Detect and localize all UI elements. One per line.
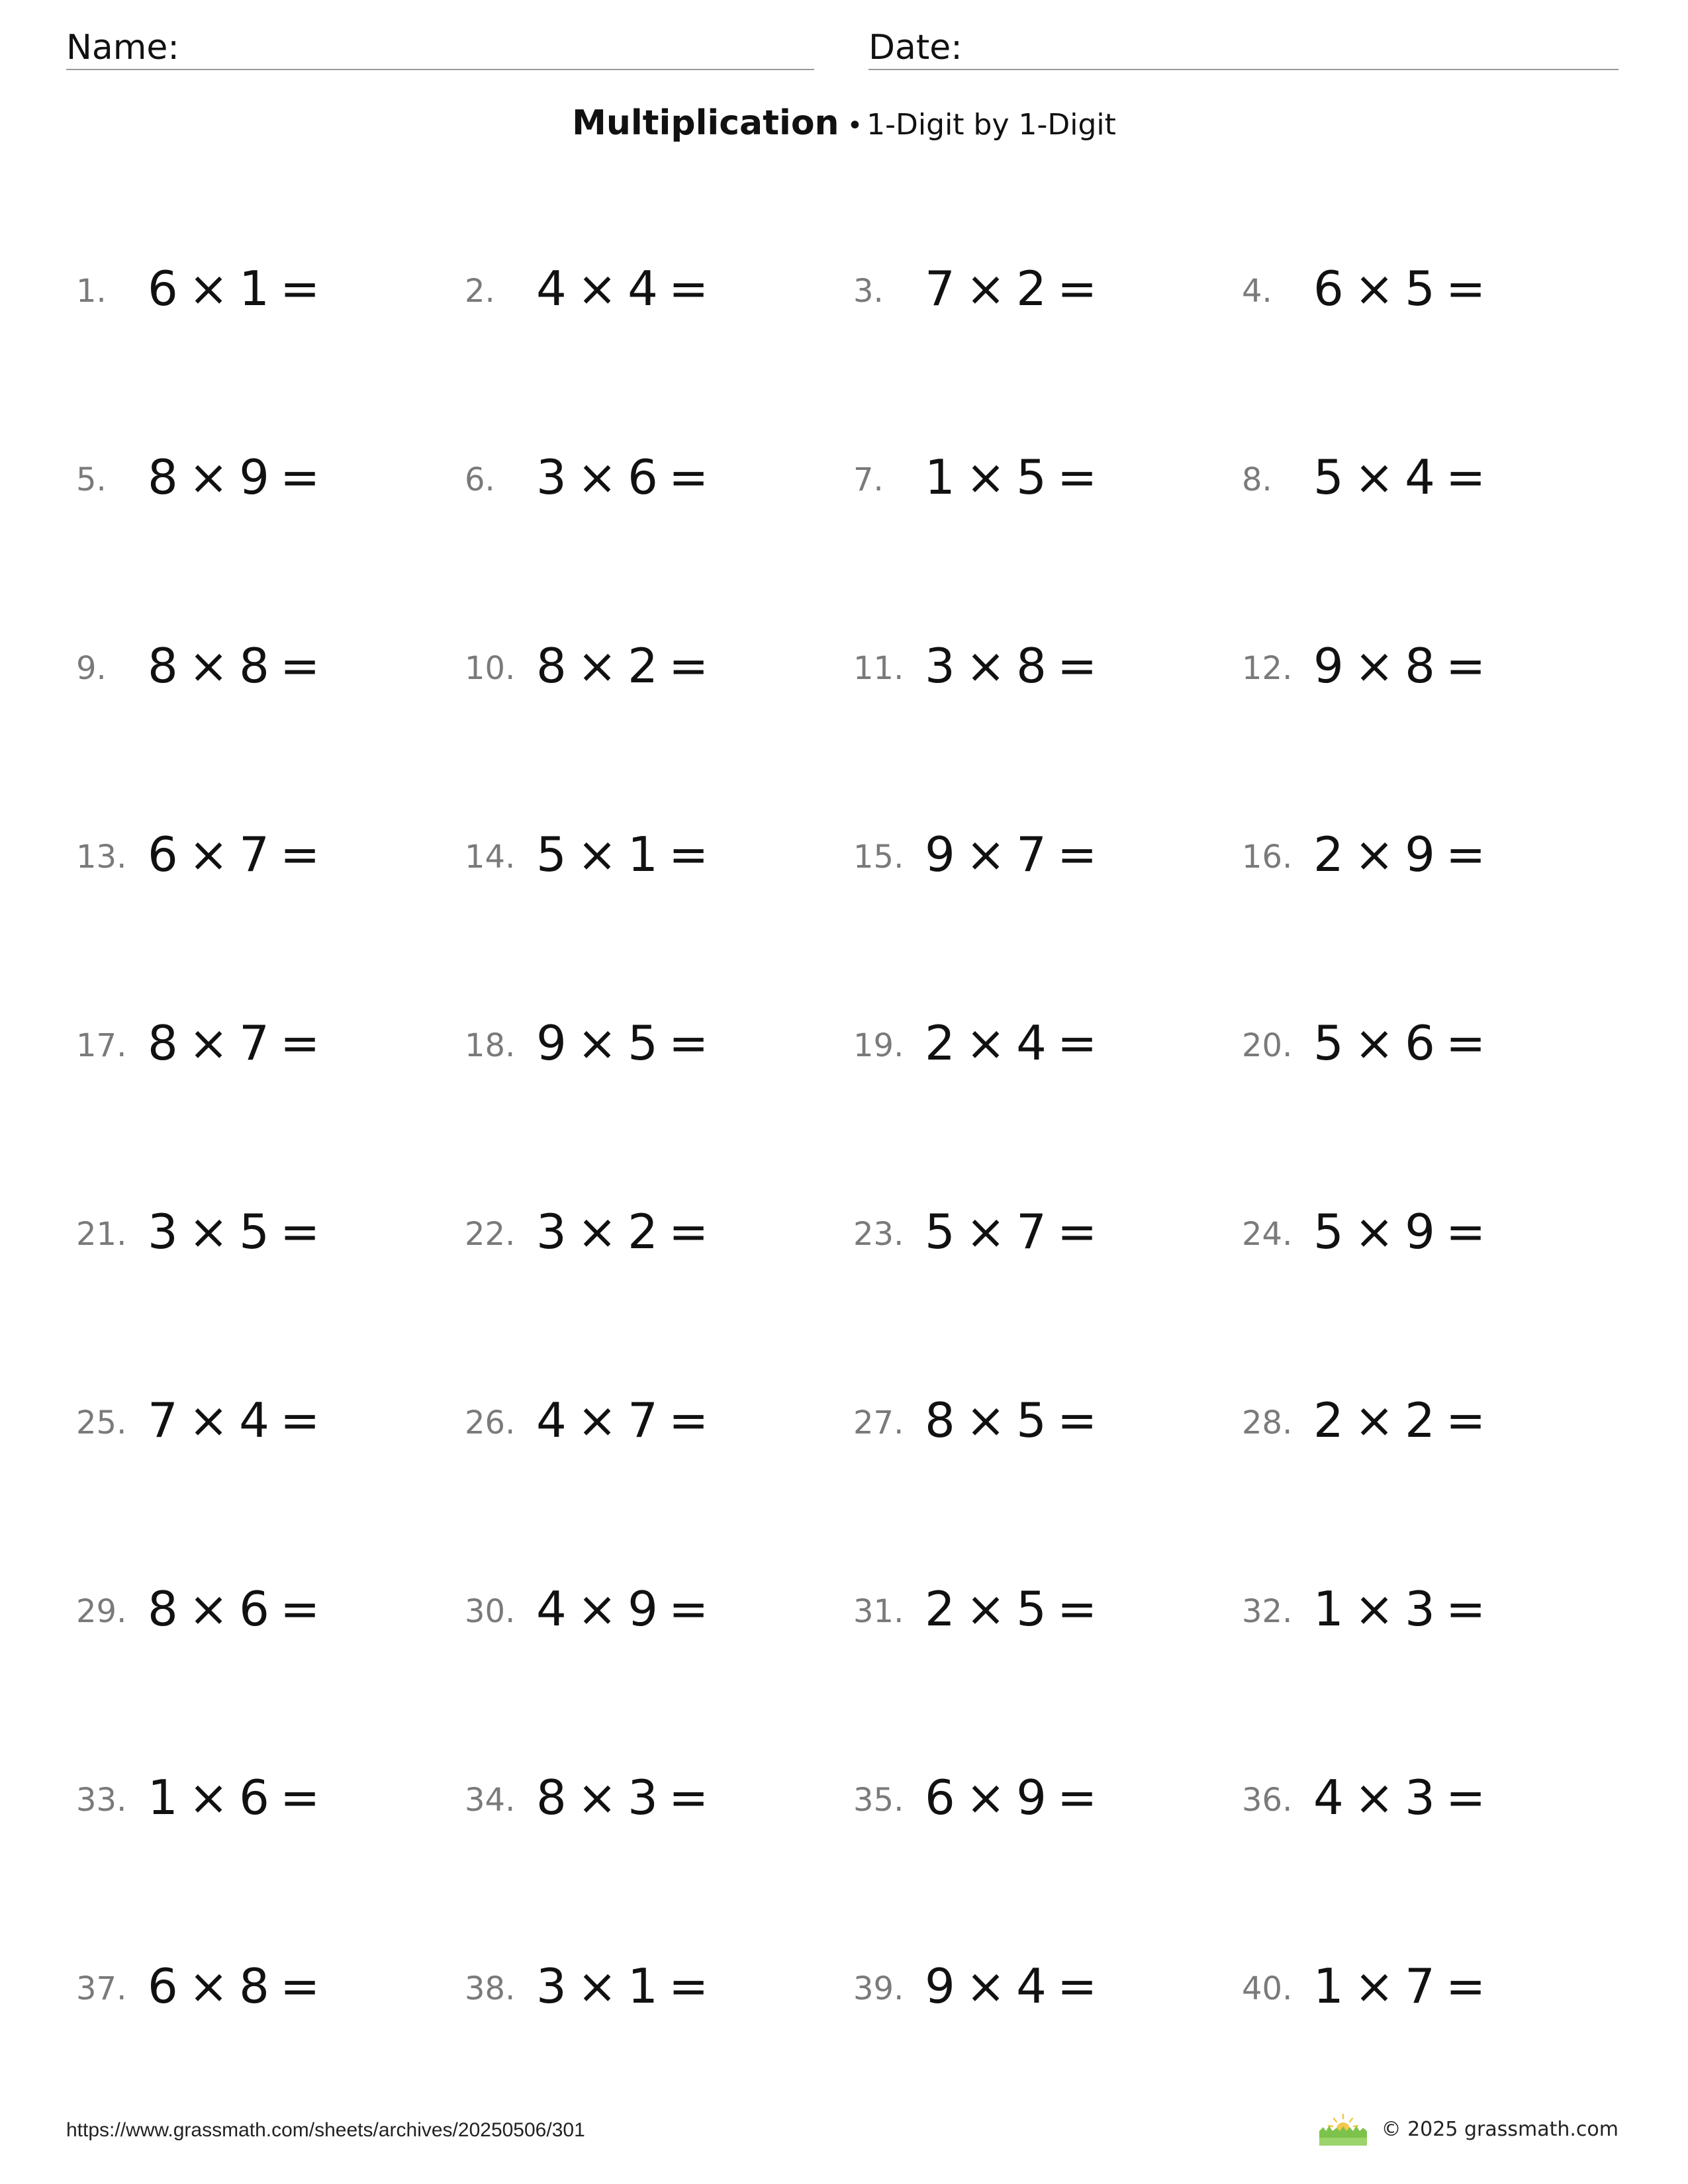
problem-number: 34. bbox=[465, 1782, 516, 1819]
problem-expression bbox=[1313, 827, 1486, 882]
problem-expression bbox=[925, 638, 1098, 694]
problem-expression bbox=[1313, 261, 1486, 316]
second-factor: 7 bbox=[239, 1015, 269, 1071]
second-factor: 2 bbox=[1405, 1392, 1435, 1448]
title-main: Multiplication bbox=[572, 103, 839, 143]
multiply-sign: × bbox=[188, 1204, 229, 1259]
equals-sign: = bbox=[1056, 1392, 1098, 1448]
problem-item bbox=[853, 1770, 1242, 1962]
first-factor: 1 bbox=[925, 449, 955, 505]
problem-expression bbox=[1313, 1204, 1486, 1259]
second-factor: 1 bbox=[628, 1958, 658, 2014]
equals-sign: = bbox=[279, 1581, 320, 1637]
multiply-sign: × bbox=[188, 1015, 229, 1071]
problem-item bbox=[76, 638, 465, 831]
problem-expression bbox=[148, 261, 320, 316]
problem-expression bbox=[148, 827, 320, 882]
problem-item bbox=[76, 1770, 465, 1962]
first-factor: 5 bbox=[1313, 1015, 1344, 1071]
first-factor: 9 bbox=[1313, 638, 1344, 694]
second-factor: 8 bbox=[239, 1958, 269, 2014]
first-factor: 3 bbox=[536, 1204, 567, 1259]
problem-expression bbox=[148, 1581, 320, 1637]
first-factor: 5 bbox=[536, 827, 567, 882]
problem-expression bbox=[925, 827, 1098, 882]
multiply-sign: × bbox=[1354, 1204, 1395, 1259]
problem-expression bbox=[925, 1204, 1098, 1259]
second-factor: 2 bbox=[1016, 261, 1047, 316]
worksheet-title bbox=[0, 103, 1688, 143]
second-factor: 3 bbox=[628, 1770, 658, 1825]
name-field[interactable] bbox=[66, 25, 814, 70]
multiply-sign: × bbox=[965, 449, 1006, 505]
problem-item bbox=[1242, 638, 1630, 831]
problem-expression bbox=[536, 1581, 709, 1637]
problem-number: 28. bbox=[1242, 1404, 1293, 1441]
first-factor: 7 bbox=[148, 1392, 178, 1448]
equals-sign: = bbox=[279, 1204, 320, 1259]
equals-sign: = bbox=[668, 638, 709, 694]
first-factor: 2 bbox=[925, 1581, 955, 1637]
problem-expression bbox=[148, 1770, 320, 1825]
problem-item bbox=[465, 1581, 853, 1774]
problem-number: 11. bbox=[853, 650, 904, 687]
footer-brand bbox=[1319, 2113, 1618, 2146]
problem-number: 38. bbox=[465, 1970, 516, 2007]
equals-sign: = bbox=[668, 1392, 709, 1448]
multiply-sign: × bbox=[1354, 1770, 1395, 1825]
equals-sign: = bbox=[668, 1015, 709, 1071]
problem-item bbox=[76, 261, 465, 453]
second-factor: 7 bbox=[628, 1392, 658, 1448]
multiply-sign: × bbox=[188, 638, 229, 694]
problem-number: 39. bbox=[853, 1970, 904, 2007]
equals-sign: = bbox=[1056, 449, 1098, 505]
problem-number: 5. bbox=[76, 461, 107, 498]
equals-sign: = bbox=[668, 1581, 709, 1637]
second-factor: 9 bbox=[239, 449, 269, 505]
equals-sign: = bbox=[1445, 1581, 1486, 1637]
name-label: Name: bbox=[66, 28, 179, 68]
first-factor: 6 bbox=[148, 827, 178, 882]
multiply-sign: × bbox=[965, 827, 1006, 882]
problem-expression bbox=[1313, 1581, 1486, 1637]
equals-sign: = bbox=[1056, 261, 1098, 316]
problem-item bbox=[465, 638, 853, 831]
first-factor: 4 bbox=[1313, 1770, 1344, 1825]
first-factor: 4 bbox=[536, 261, 567, 316]
problem-expression bbox=[1313, 1015, 1486, 1071]
multiply-sign: × bbox=[965, 1770, 1006, 1825]
second-factor: 2 bbox=[628, 1204, 658, 1259]
second-factor: 4 bbox=[628, 261, 658, 316]
problem-item bbox=[853, 1958, 1242, 2151]
problem-expression bbox=[536, 827, 709, 882]
problem-item bbox=[853, 1015, 1242, 1208]
first-factor: 6 bbox=[148, 261, 178, 316]
problem-number: 7. bbox=[853, 461, 884, 498]
problem-item bbox=[1242, 827, 1630, 1019]
problem-number: 25. bbox=[76, 1404, 127, 1441]
first-factor: 6 bbox=[925, 1770, 955, 1825]
equals-sign: = bbox=[279, 449, 320, 505]
first-factor: 3 bbox=[536, 449, 567, 505]
title-subtitle: 1-Digit by 1-Digit bbox=[867, 108, 1116, 142]
equals-sign: = bbox=[279, 1958, 320, 2014]
problem-number: 13. bbox=[76, 839, 127, 876]
problem-item bbox=[465, 1015, 853, 1208]
problem-number: 3. bbox=[853, 273, 884, 310]
problem-expression bbox=[925, 1015, 1098, 1071]
second-factor: 5 bbox=[1016, 1581, 1047, 1637]
problem-number: 12. bbox=[1242, 650, 1293, 687]
second-factor: 1 bbox=[628, 827, 658, 882]
problem-expression bbox=[1313, 449, 1486, 505]
problem-item bbox=[1242, 1392, 1630, 1585]
problem-expression bbox=[536, 1015, 709, 1071]
first-factor: 8 bbox=[925, 1392, 955, 1448]
equals-sign: = bbox=[1445, 1770, 1486, 1825]
second-factor: 9 bbox=[1405, 1204, 1435, 1259]
equals-sign: = bbox=[1445, 1204, 1486, 1259]
problem-item bbox=[853, 261, 1242, 453]
problem-expression bbox=[536, 1770, 709, 1825]
multiply-sign: × bbox=[1354, 638, 1395, 694]
problem-expression bbox=[536, 261, 709, 316]
problem-item bbox=[76, 1204, 465, 1396]
problem-item bbox=[76, 1392, 465, 1585]
multiply-sign: × bbox=[577, 1392, 618, 1448]
problem-item bbox=[465, 827, 853, 1019]
first-factor: 8 bbox=[148, 1015, 178, 1071]
equals-sign: = bbox=[1056, 827, 1098, 882]
problem-number: 17. bbox=[76, 1027, 127, 1064]
problem-number: 40. bbox=[1242, 1970, 1293, 2007]
first-factor: 2 bbox=[1313, 827, 1344, 882]
problem-expression bbox=[536, 1204, 709, 1259]
first-factor: 5 bbox=[925, 1204, 955, 1259]
equals-sign: = bbox=[668, 1958, 709, 2014]
problem-item bbox=[1242, 1770, 1630, 1962]
first-factor: 1 bbox=[1313, 1581, 1344, 1637]
first-factor: 8 bbox=[148, 1581, 178, 1637]
problem-number: 9. bbox=[76, 650, 107, 687]
first-factor: 6 bbox=[1313, 261, 1344, 316]
problem-item bbox=[1242, 449, 1630, 642]
problem-number: 18. bbox=[465, 1027, 516, 1064]
multiply-sign: × bbox=[1354, 827, 1395, 882]
problem-number: 31. bbox=[853, 1593, 904, 1630]
second-factor: 5 bbox=[1016, 1392, 1047, 1448]
second-factor: 5 bbox=[1016, 449, 1047, 505]
title-separator: • bbox=[847, 111, 863, 141]
second-factor: 8 bbox=[1016, 638, 1047, 694]
second-factor: 8 bbox=[239, 638, 269, 694]
problem-grid bbox=[76, 261, 1632, 2025]
second-factor: 3 bbox=[1405, 1581, 1435, 1637]
problem-expression bbox=[925, 449, 1098, 505]
first-factor: 1 bbox=[1313, 1958, 1344, 2014]
problem-item bbox=[1242, 1204, 1630, 1396]
first-factor: 3 bbox=[925, 638, 955, 694]
problem-number: 33. bbox=[76, 1782, 127, 1819]
first-factor: 4 bbox=[536, 1581, 567, 1637]
second-factor: 6 bbox=[1405, 1015, 1435, 1071]
first-factor: 3 bbox=[148, 1204, 178, 1259]
equals-sign: = bbox=[279, 827, 320, 882]
problem-expression bbox=[925, 261, 1098, 316]
problem-number: 35. bbox=[853, 1782, 904, 1819]
problem-number: 8. bbox=[1242, 461, 1272, 498]
equals-sign: = bbox=[1445, 827, 1486, 882]
multiply-sign: × bbox=[965, 1204, 1006, 1259]
second-factor: 3 bbox=[1405, 1770, 1435, 1825]
equals-sign: = bbox=[1445, 261, 1486, 316]
second-factor: 7 bbox=[239, 827, 269, 882]
equals-sign: = bbox=[1056, 1581, 1098, 1637]
equals-sign: = bbox=[279, 1770, 320, 1825]
problem-item bbox=[465, 1392, 853, 1585]
multiply-sign: × bbox=[965, 1015, 1006, 1071]
first-factor: 5 bbox=[1313, 1204, 1344, 1259]
multiply-sign: × bbox=[188, 1958, 229, 2014]
multiply-sign: × bbox=[1354, 1015, 1395, 1071]
problem-number: 15. bbox=[853, 839, 904, 876]
problem-number: 26. bbox=[465, 1404, 516, 1441]
problem-number: 30. bbox=[465, 1593, 516, 1630]
first-factor: 8 bbox=[148, 449, 178, 505]
problem-expression bbox=[925, 1958, 1098, 2014]
footer-url: https://www.grassmath.com/sheets/archives/20250506/301 bbox=[66, 2119, 585, 2141]
second-factor: 1 bbox=[239, 261, 269, 316]
first-factor: 5 bbox=[1313, 449, 1344, 505]
problem-number: 27. bbox=[853, 1404, 904, 1441]
first-factor: 9 bbox=[925, 1958, 955, 2014]
problem-item bbox=[1242, 1015, 1630, 1208]
equals-sign: = bbox=[1056, 1204, 1098, 1259]
second-factor: 9 bbox=[628, 1581, 658, 1637]
multiply-sign: × bbox=[577, 449, 618, 505]
second-factor: 6 bbox=[239, 1770, 269, 1825]
equals-sign: = bbox=[1056, 1770, 1098, 1825]
equals-sign: = bbox=[668, 1204, 709, 1259]
problem-item bbox=[465, 1770, 853, 1962]
problem-expression bbox=[1313, 638, 1486, 694]
problem-number: 1. bbox=[76, 273, 107, 310]
second-factor: 9 bbox=[1405, 827, 1435, 882]
multiply-sign: × bbox=[577, 1581, 618, 1637]
first-factor: 9 bbox=[536, 1015, 567, 1071]
problem-item bbox=[853, 1392, 1242, 1585]
first-factor: 2 bbox=[1313, 1392, 1344, 1448]
first-factor: 8 bbox=[536, 638, 567, 694]
problem-number: 6. bbox=[465, 461, 495, 498]
multiply-sign: × bbox=[188, 261, 229, 316]
equals-sign: = bbox=[1056, 1015, 1098, 1071]
problem-expression bbox=[148, 1958, 320, 2014]
first-factor: 8 bbox=[148, 638, 178, 694]
second-factor: 6 bbox=[239, 1581, 269, 1637]
equals-sign: = bbox=[279, 261, 320, 316]
problem-item bbox=[76, 1015, 465, 1208]
multiply-sign: × bbox=[1354, 1392, 1395, 1448]
first-factor: 3 bbox=[536, 1958, 567, 2014]
multiply-sign: × bbox=[965, 261, 1006, 316]
problem-expression bbox=[1313, 1958, 1486, 2014]
problem-item bbox=[853, 1204, 1242, 1396]
problem-expression bbox=[536, 449, 709, 505]
second-factor: 7 bbox=[1016, 1204, 1047, 1259]
second-factor: 2 bbox=[628, 638, 658, 694]
problem-number: 4. bbox=[1242, 273, 1272, 310]
multiply-sign: × bbox=[1354, 261, 1395, 316]
second-factor: 6 bbox=[628, 449, 658, 505]
equals-sign: = bbox=[1445, 1015, 1486, 1071]
first-factor: 7 bbox=[925, 261, 955, 316]
equals-sign: = bbox=[668, 261, 709, 316]
multiply-sign: × bbox=[1354, 449, 1395, 505]
problem-number: 37. bbox=[76, 1970, 127, 2007]
equals-sign: = bbox=[1056, 638, 1098, 694]
problem-item bbox=[853, 827, 1242, 1019]
second-factor: 5 bbox=[628, 1015, 658, 1071]
second-factor: 5 bbox=[239, 1204, 269, 1259]
problem-expression bbox=[148, 449, 320, 505]
second-factor: 4 bbox=[1016, 1958, 1047, 2014]
problem-number: 21. bbox=[76, 1216, 127, 1253]
problem-number: 22. bbox=[465, 1216, 516, 1253]
date-field[interactable] bbox=[868, 25, 1618, 70]
problem-item bbox=[1242, 261, 1630, 453]
date-label: Date: bbox=[868, 28, 962, 68]
problem-expression bbox=[536, 1958, 709, 2014]
problem-number: 19. bbox=[853, 1027, 904, 1064]
multiply-sign: × bbox=[1354, 1958, 1395, 2014]
second-factor: 7 bbox=[1405, 1958, 1435, 2014]
problem-item bbox=[76, 827, 465, 1019]
problem-number: 2. bbox=[465, 273, 495, 310]
problem-expression bbox=[1313, 1770, 1486, 1825]
second-factor: 9 bbox=[1016, 1770, 1047, 1825]
multiply-sign: × bbox=[577, 261, 618, 316]
equals-sign: = bbox=[1445, 638, 1486, 694]
multiply-sign: × bbox=[577, 1204, 618, 1259]
problem-number: 36. bbox=[1242, 1782, 1293, 1819]
multiply-sign: × bbox=[188, 449, 229, 505]
first-factor: 6 bbox=[148, 1958, 178, 2014]
problem-item bbox=[853, 638, 1242, 831]
multiply-sign: × bbox=[577, 1958, 618, 2014]
equals-sign: = bbox=[1056, 1958, 1098, 2014]
problem-item bbox=[465, 449, 853, 642]
second-factor: 4 bbox=[1405, 449, 1435, 505]
problem-expression bbox=[536, 638, 709, 694]
problem-number: 10. bbox=[465, 650, 516, 687]
multiply-sign: × bbox=[1354, 1581, 1395, 1637]
problem-item bbox=[465, 261, 853, 453]
problem-number: 20. bbox=[1242, 1027, 1293, 1064]
equals-sign: = bbox=[1445, 1958, 1486, 2014]
multiply-sign: × bbox=[965, 1392, 1006, 1448]
second-factor: 5 bbox=[1405, 261, 1435, 316]
grass-sun-logo-icon bbox=[1319, 2113, 1367, 2146]
problem-expression bbox=[925, 1770, 1098, 1825]
equals-sign: = bbox=[668, 1770, 709, 1825]
multiply-sign: × bbox=[965, 1958, 1006, 2014]
first-factor: 2 bbox=[925, 1015, 955, 1071]
multiply-sign: × bbox=[577, 827, 618, 882]
multiply-sign: × bbox=[188, 1770, 229, 1825]
first-factor: 4 bbox=[536, 1392, 567, 1448]
second-factor: 8 bbox=[1405, 638, 1435, 694]
problem-number: 14. bbox=[465, 839, 516, 876]
equals-sign: = bbox=[279, 638, 320, 694]
equals-sign: = bbox=[279, 1392, 320, 1448]
problem-number: 24. bbox=[1242, 1216, 1293, 1253]
problem-expression bbox=[925, 1392, 1098, 1448]
problem-number: 16. bbox=[1242, 839, 1293, 876]
problem-number: 23. bbox=[853, 1216, 904, 1253]
equals-sign: = bbox=[668, 449, 709, 505]
multiply-sign: × bbox=[577, 1770, 618, 1825]
problem-number: 29. bbox=[76, 1593, 127, 1630]
problem-expression bbox=[1313, 1392, 1486, 1448]
multiply-sign: × bbox=[188, 1392, 229, 1448]
problem-expression bbox=[148, 1015, 320, 1071]
first-factor: 1 bbox=[148, 1770, 178, 1825]
second-factor: 7 bbox=[1016, 827, 1047, 882]
multiply-sign: × bbox=[577, 1015, 618, 1071]
problem-expression bbox=[148, 638, 320, 694]
multiply-sign: × bbox=[965, 638, 1006, 694]
problem-number: 32. bbox=[1242, 1593, 1293, 1630]
equals-sign: = bbox=[1445, 449, 1486, 505]
copyright-text: © 2025 grassmath.com bbox=[1381, 2117, 1618, 2141]
multiply-sign: × bbox=[188, 1581, 229, 1637]
problem-item bbox=[76, 449, 465, 642]
problem-expression bbox=[925, 1581, 1098, 1637]
problem-item bbox=[853, 449, 1242, 642]
multiply-sign: × bbox=[188, 827, 229, 882]
problem-expression bbox=[536, 1392, 709, 1448]
multiply-sign: × bbox=[965, 1581, 1006, 1637]
first-factor: 8 bbox=[536, 1770, 567, 1825]
problem-item bbox=[76, 1581, 465, 1774]
equals-sign: = bbox=[1445, 1392, 1486, 1448]
problem-item bbox=[853, 1581, 1242, 1774]
problem-expression bbox=[148, 1392, 320, 1448]
problem-expression bbox=[148, 1204, 320, 1259]
equals-sign: = bbox=[279, 1015, 320, 1071]
multiply-sign: × bbox=[577, 638, 618, 694]
second-factor: 4 bbox=[239, 1392, 269, 1448]
problem-item bbox=[1242, 1581, 1630, 1774]
problem-item bbox=[465, 1204, 853, 1396]
second-factor: 4 bbox=[1016, 1015, 1047, 1071]
first-factor: 9 bbox=[925, 827, 955, 882]
equals-sign: = bbox=[668, 827, 709, 882]
